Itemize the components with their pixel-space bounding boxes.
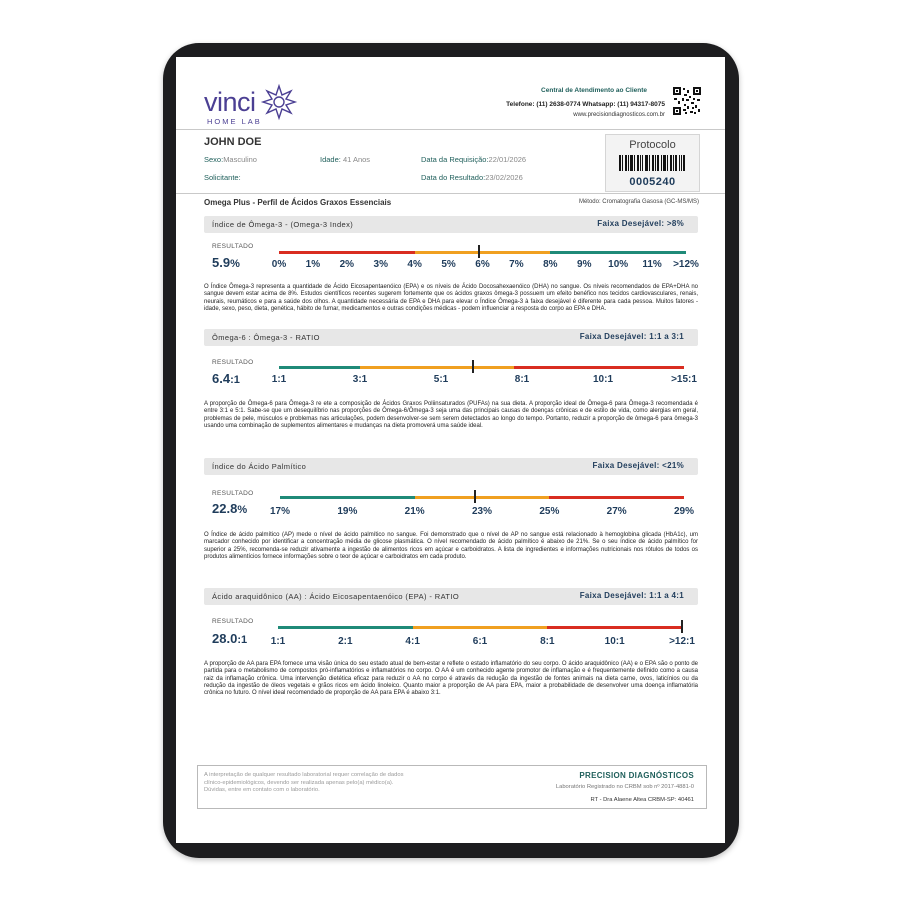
result-unit: % <box>230 258 240 270</box>
result-label: RESULTADO <box>212 243 254 250</box>
panel-title: Índice de Ômega-3 - (Omega-3 Index) <box>212 220 354 229</box>
panel-description: O Índice Ômega-3 representa a quantidade de Ácido Eicosapentaenóico (EPA) e os níveis de Ácido Docosahexaenóico (DHA) no sangue. Os níveis recomendados de EPA+DHA no sangue devem estar acima de 8%. Estudos científicos recentes sugerem fortemente que os ácidos graxos ômega-3 possuem um efeito benéfico nos tecidos cardiovasculares, renais, neurais, reumáticos e para a saúde dos olhos. A quantidade necessária de EPA e DHA para elevar o Índice Ômega-3 à faixa desejável é diferente para cada pessoa. Muitos fatores - idade, sexo, peso, dieta, genética, hábito de fumar, medicamentos e outras condições médicas - podem influenciar a resposta do corpo ao EPA e DHA. <box>204 284 698 312</box>
request-date-field <box>421 155 526 164</box>
range-bar-segment <box>280 496 415 499</box>
sex-value: Masculino <box>223 155 257 164</box>
patient-name: JOHN DOE <box>204 136 262 148</box>
scale-tick-label: 2% <box>339 259 355 270</box>
lab-name: PRECISION DIAGNÓSTICOS <box>579 771 694 780</box>
range-bar-segment <box>413 626 548 629</box>
sex-field <box>204 155 257 164</box>
result-marker <box>478 245 480 258</box>
scale-tick-label: 8% <box>543 259 558 270</box>
scale-tick-label: 8:1 <box>514 374 530 385</box>
result-marker <box>474 490 476 503</box>
result-value <box>212 631 247 646</box>
scale-tick-label: >12% <box>673 259 699 270</box>
qr-code-icon <box>673 87 701 115</box>
footer <box>197 765 707 809</box>
scale-tick-label: 3% <box>373 259 388 270</box>
scale-tick-label: 11% <box>642 259 662 270</box>
range-bar-segment <box>549 496 684 499</box>
result-label: RESULTADO <box>212 618 254 625</box>
lab-technical-responsible: RT - Dra Alaene Altea CRBM-SP: 40461 <box>590 797 694 803</box>
scale-tick-label: 1% <box>305 259 321 270</box>
header-divider <box>176 129 725 130</box>
scale-tick-label: 1:1 <box>270 636 286 647</box>
scale-tick-label: 1:1 <box>271 374 287 385</box>
range-bar-segment <box>415 496 550 499</box>
panel-header <box>204 458 698 475</box>
range-bar-segment <box>279 366 360 369</box>
protocol-title: Protocolo <box>629 139 676 151</box>
contact-phones: Telefone: (11) 2638-0774 Whatsapp: (11) 94317-8075 <box>506 101 665 108</box>
report-title: Omega Plus - Perfil de Ácidos Graxos Essenciais <box>204 198 392 207</box>
scale-tick-label: 4:1 <box>405 636 420 647</box>
age-value: 41 Anos <box>342 155 371 164</box>
barcode-icon <box>619 155 685 171</box>
scale-tick-label: 23% <box>471 506 493 517</box>
scale-tick-label: 4% <box>407 259 422 270</box>
result-label: RESULTADO <box>212 359 254 366</box>
scale-tick-label: 7% <box>509 259 524 270</box>
footer-disclaimer: A interpretação de qualquer resultado laboratorial requer correlação de dados clínico-epidemiológicos, devendo ser realizada apenas pelo(a) médico(a). Dúvidas, entre em contato com o laboratório. <box>204 772 404 793</box>
result-unit: :1 <box>230 374 240 386</box>
scale-tick-label: 29% <box>673 506 695 517</box>
result-value <box>212 371 240 386</box>
age-label: Idade: <box>320 155 341 164</box>
result-number: 22.8 <box>212 501 238 516</box>
scale-tick-label: 19% <box>337 506 358 517</box>
age-field <box>320 155 370 164</box>
logo-subtitle: HOME LAB <box>207 117 262 126</box>
result-marker <box>681 620 683 633</box>
result-number: 28.0 <box>212 631 238 646</box>
result-value <box>212 255 240 270</box>
panel-header <box>204 329 698 346</box>
requester-label: Solicitante: <box>204 173 241 182</box>
protocol-number: 0005240 <box>629 176 676 188</box>
sex-label: Sexo: <box>204 155 224 164</box>
scale-tick-label: 5% <box>441 259 456 270</box>
panel-desired-range: Faixa Desejável: >8% <box>597 219 684 228</box>
range-bar-segment <box>550 251 686 254</box>
scale-tick-label: 10:1 <box>604 636 625 647</box>
scale-tick-label: 8:1 <box>540 636 555 647</box>
panel-title: Índice do Ácido Palmítico <box>212 462 307 471</box>
scale-tick-label: 9% <box>577 259 592 270</box>
panel-header <box>204 588 698 605</box>
result-marker <box>472 360 474 373</box>
scale-tick-label: 2:1 <box>338 636 353 647</box>
panel-description: O Índice de ácido palmítico (AP) mede o nível de ácido palmítico no sangue. Foi demonstrado que o nível de AP no sangue está relacionado à hemoglobina glicada (HbA1c), um marcador conhecido por identificar a concentração média de glicose plasmática. O nível recomendado de ácido palmítico é abaixo de 21%. Se o seu índice de ácido palmítico for superior a 25%, recomenda-se reduzir ativamente a ingestão de alimentos ricos em açúcar e carboidratos. A lista de ingredientes e informações nutricionais nos rótulos de todos os produtos alimentícios fornece informações sobre o teor de açúcar e carboidratos em cada produto. <box>204 532 698 560</box>
scale-tick-label: 6:1 <box>472 636 488 647</box>
range-bar-segment <box>547 626 682 629</box>
result-unit: % <box>237 504 248 516</box>
panel-description: A proporção de AA para EPA fornece uma visão única do seu estado atual de bem-estar e reflete o estado inflamatório do seu corpo. O ácido araquidônico (AA) e o EPA são o ponto de partida para o metabolismo de compostos pró-inflamatórios e inflamatórios no corpo. O AA é um conhecido agente promotor de inflamação e é frequentemente definido como a causa raiz da inflamação crônica. Uma intervenção dietética eficaz para reduzir o AA no corpo é através da redução da ingestão de fontes animais na dieta carne, ovos, laticínios ou da redução da ingestão de óleos vegetais e grãos ricos em ácido linoleico. Quanto maior a proporção de AA para EPA, maior a probabilidade de desenvolver uma doença inflamatória crônica no futuro. O nível ideal recomendado de proporção de AA para EPA é abaixo 3:1. <box>204 661 698 697</box>
result-date-label: Data do Resultado: <box>421 173 486 182</box>
lab-registration: Laboratório Registrado no CRBM sob nº 2017-4881-0 <box>555 784 694 790</box>
result-unit: :1 <box>237 634 248 646</box>
result-value <box>212 501 247 516</box>
scale-tick-label: 17% <box>269 506 291 517</box>
scale-tick-label: 3:1 <box>352 374 368 385</box>
range-bar-segment <box>279 251 415 254</box>
contact-website[interactable]: www.precisiondiagnosticos.com.br <box>573 112 665 118</box>
panel-header <box>204 216 698 233</box>
scale-tick-label: >15:1 <box>671 374 697 385</box>
logo-star-icon <box>260 83 298 121</box>
scale-tick-label: >12:1 <box>669 636 695 647</box>
request-date-value: 22/01/2026 <box>488 155 527 164</box>
range-bar-segment <box>360 366 514 369</box>
logo-text: vinci <box>204 87 256 117</box>
scale-tick-label: 0% <box>271 259 287 270</box>
panel-desired-range: Faixa Desejável: 1:1 a 3:1 <box>579 332 684 341</box>
panel-description: A proporção de Ômega-6 para Ômega-3 re ete a composição de Ácidos Graxos Poliinsaturados (PUFAs) na sua dieta. A proporção ideal de Ômega-6 para Ômega-3 recomendada é entre 3:1 e 5:1. Sabe-se que um desequilíbrio nas proporções de Ômega-6/Ômega-3 seja uma das principais causas de doenças crônicas e de estilo de vida, como alergias em geral, problemas de pele, músculos e problemas nas articulações, podem desenvolver-se sem serem detectados ao longo do tempo. Portanto, reduzir a proporção de ômega-6 para ômega-3 usando uma combinação de suplementos alimentares e mudanças na dieta promoverá uma saúde ideal. <box>204 401 698 429</box>
panel-desired-range: Faixa Desejável: <21% <box>592 461 684 470</box>
scale-tick-label: 25% <box>539 506 560 517</box>
panel-title: Ômega-6 : Ômega-3 - RATIO <box>212 333 320 342</box>
contact-title: Central de Atendimento ao Cliente <box>541 87 647 94</box>
panel-title: Ácido araquidônico (AA) : Ácido Eicosapentaenóico (EPA) - RATIO <box>212 592 460 601</box>
range-bar-segment <box>415 251 551 254</box>
patient-divider <box>176 193 725 194</box>
scale-tick-label: 10:1 <box>592 374 614 385</box>
scale-tick-label: 27% <box>606 506 627 517</box>
panel-desired-range: Faixa Desejável: 1:1 a 4:1 <box>579 591 684 600</box>
result-number: 6.4 <box>212 371 231 386</box>
range-bar-segment <box>278 626 413 629</box>
request-date-label: Data da Requisição: <box>421 155 489 164</box>
range-bar-segment <box>514 366 684 369</box>
scale-tick-label: 10% <box>608 259 629 270</box>
protocol-box <box>605 134 700 192</box>
scale-tick-label: 5:1 <box>433 374 449 385</box>
report-method: Método: Cromatografia Gasosa (GC-MS/MS) <box>578 199 699 205</box>
result-date-field <box>421 173 523 182</box>
result-date-value: 23/02/2026 <box>485 173 523 182</box>
scale-tick-label: 6% <box>475 259 490 270</box>
scale-tick-label: 21% <box>404 506 425 517</box>
result-number: 5.9 <box>212 255 231 270</box>
report-page <box>176 57 725 843</box>
result-label: RESULTADO <box>212 490 254 497</box>
